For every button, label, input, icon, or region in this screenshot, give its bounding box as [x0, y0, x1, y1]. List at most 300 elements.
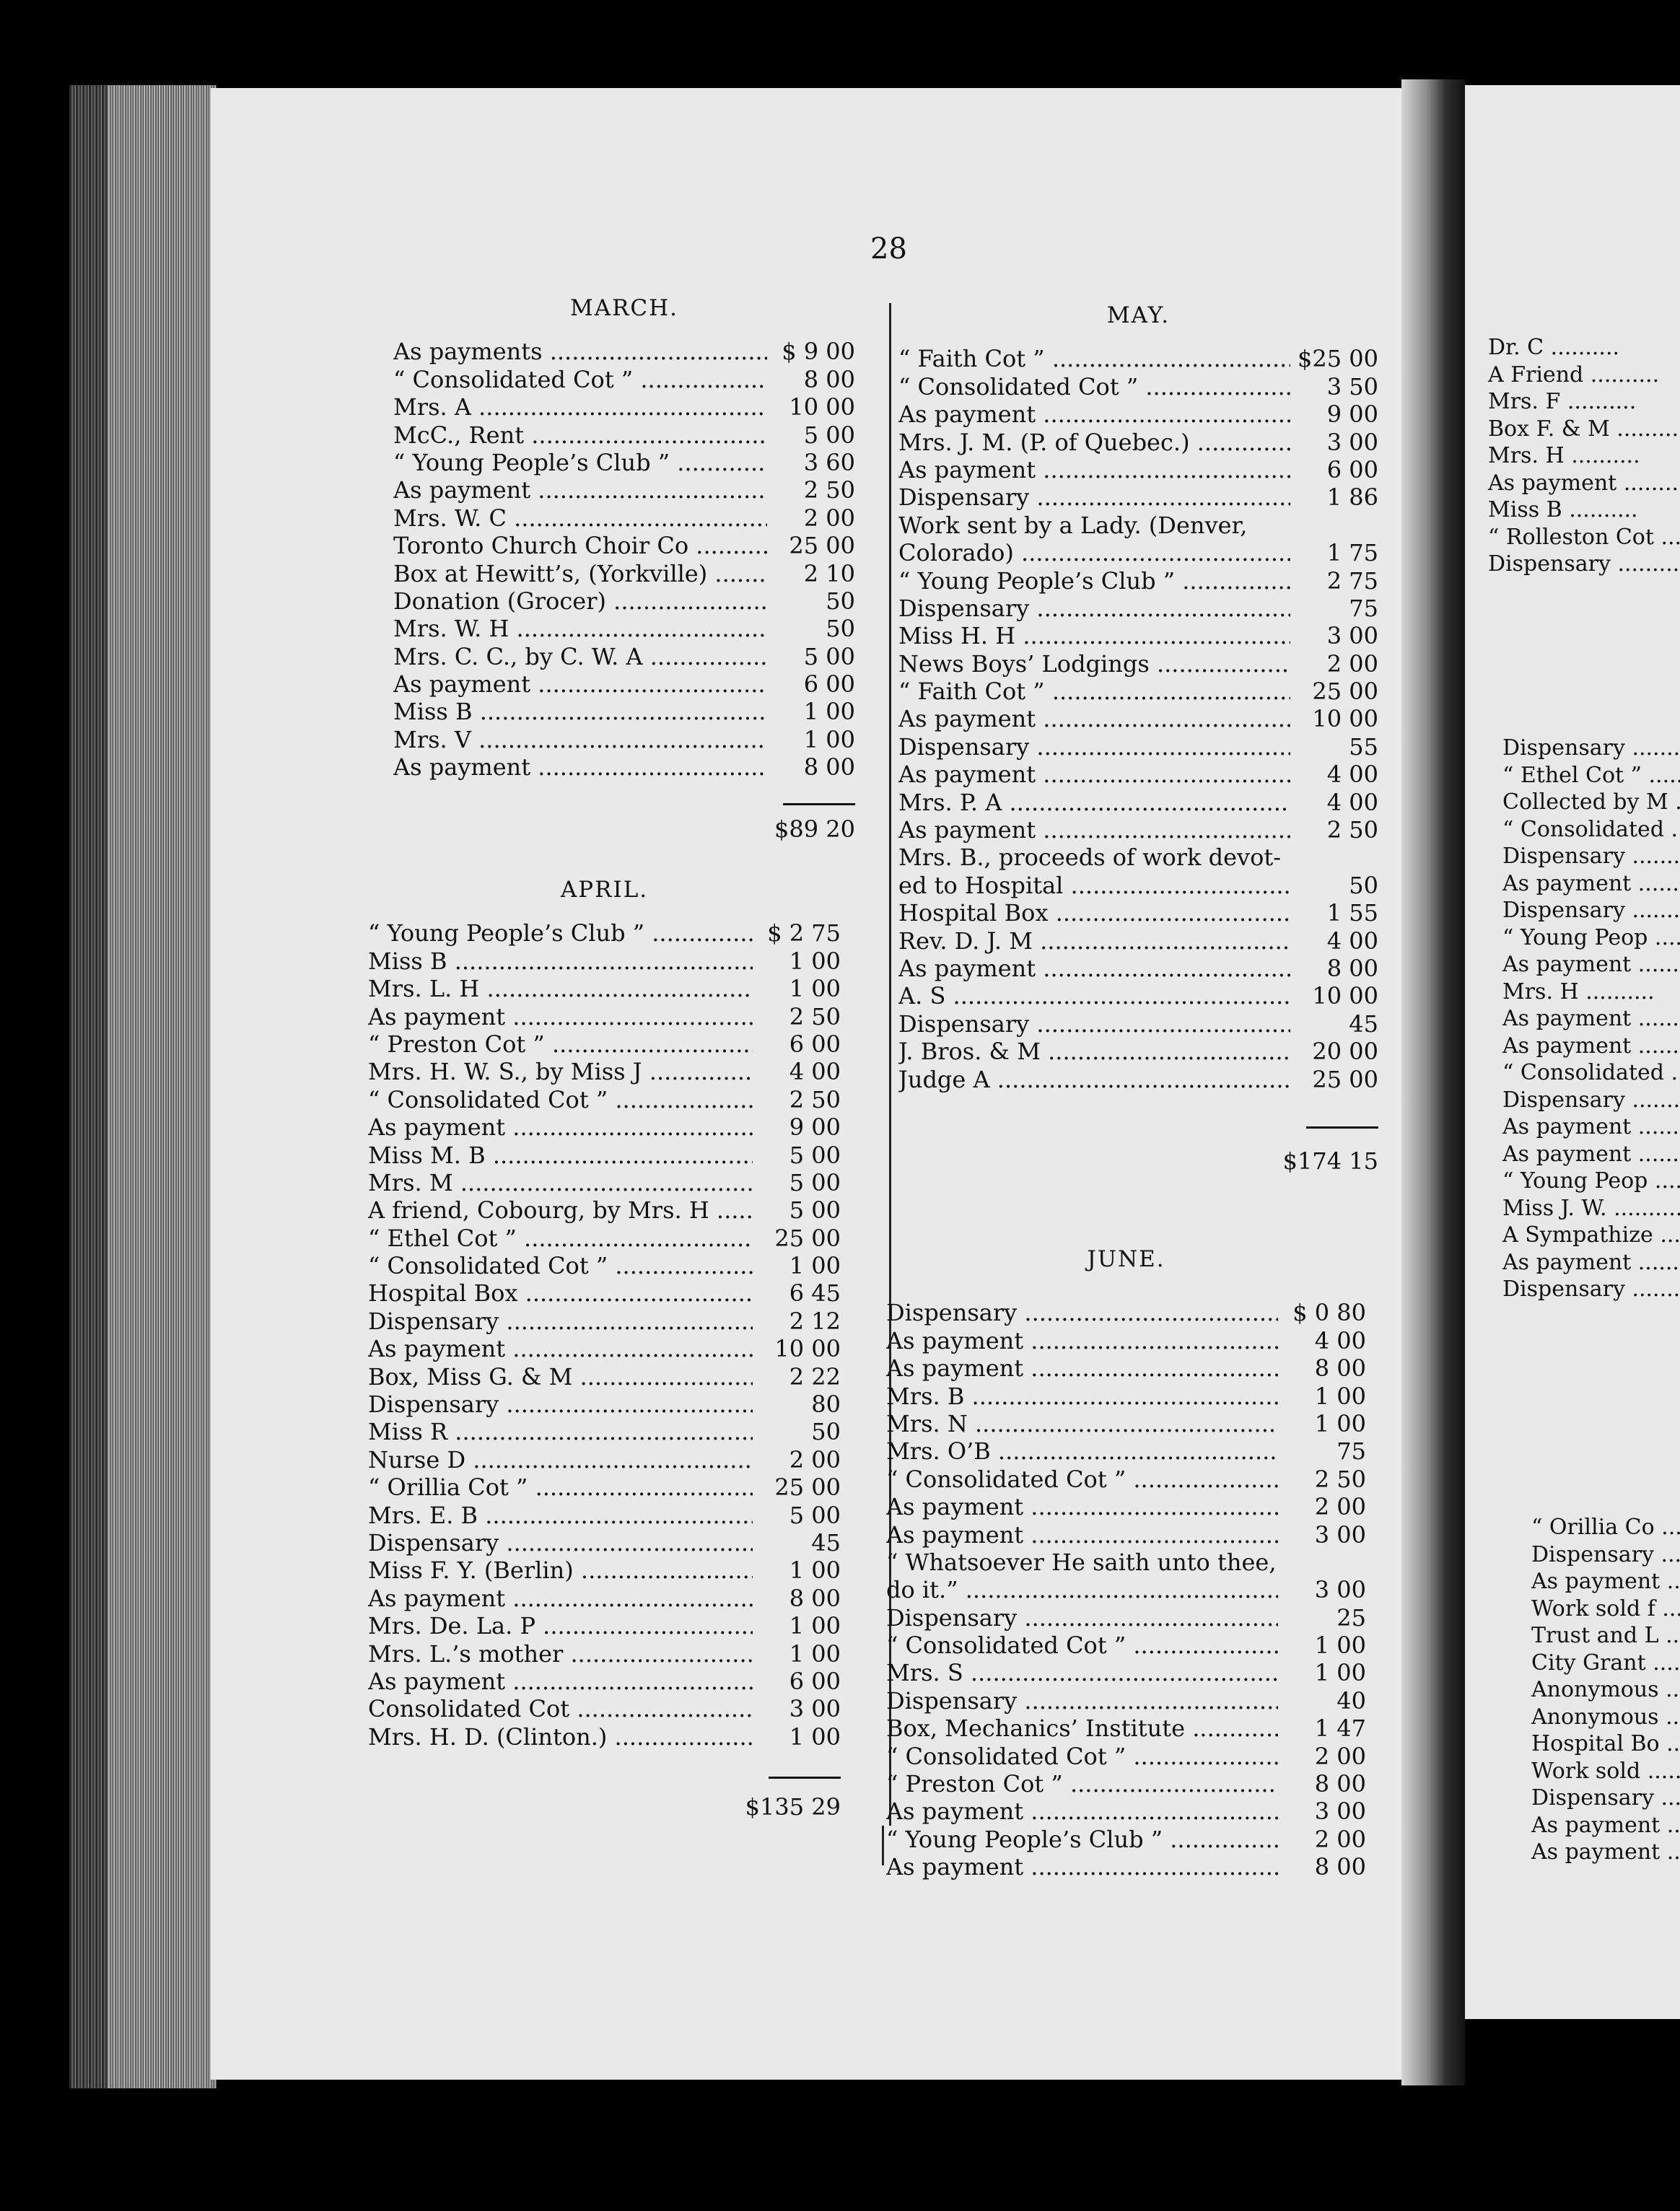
entry-label: Mrs. O’B .....: [886, 1437, 1278, 1465]
april-entry-row: [368, 1058, 841, 1085]
entry-amount: 40: [1336, 1686, 1366, 1715]
march-entry-row: [393, 421, 855, 449]
june-entry-row: [886, 1715, 1366, 1742]
may-entry-row: [898, 373, 1378, 400]
april-entry-row: [368, 1363, 841, 1391]
entry-amount: 6 00: [789, 1030, 841, 1058]
facing-page-entry: As payment .....: [1502, 1033, 1680, 1060]
entry-amount: 1 00: [789, 1557, 841, 1585]
entry-amount: 3 00: [1314, 1576, 1366, 1604]
may-total: $174 15: [1282, 1147, 1378, 1175]
entry-label: Rev. D. J. M .....: [898, 927, 1290, 955]
entry-amount: 75: [1349, 594, 1378, 622]
entry-label: As payment .....: [886, 1853, 1278, 1881]
entry-amount: $ 0 80: [1292, 1299, 1366, 1327]
entry-amount: 2 00: [1314, 1825, 1366, 1853]
entry-amount: 2 50: [789, 1002, 841, 1030]
april-entry-row: [368, 1252, 841, 1279]
entry-label: As payment .....: [368, 1668, 753, 1695]
entry-amount: $ 2 75: [767, 919, 841, 947]
facing-page-entry: As payment .....: [1502, 1141, 1680, 1168]
entry-label: Mrs. W. H .....: [393, 615, 767, 642]
facing-page-entry: Dispensary .....: [1488, 551, 1680, 578]
facing-page-entry: “ Ethel Cot ” .....: [1502, 762, 1680, 789]
april-entry-row: [368, 1446, 841, 1474]
entry-label: Mrs. H. D. (Clinton.) .....: [368, 1723, 753, 1751]
entry-amount: 4 00: [1314, 1326, 1366, 1354]
march-entry-row: [393, 366, 855, 393]
may-entry-row: [898, 733, 1378, 761]
entry-label: “ Ethel Cot ” .....: [368, 1225, 753, 1252]
april-entry-row: [368, 1502, 841, 1529]
entry-label: Dispensary .....: [898, 1010, 1290, 1038]
entry-amount: 8 00: [1314, 1354, 1366, 1383]
entry-label: “ Faith Cot ” .....: [898, 345, 1290, 372]
entry-amount: 1 00: [789, 975, 841, 1003]
entry-amount: 3 00: [789, 1695, 841, 1723]
june-entry-row: [886, 1659, 1366, 1686]
entry-amount: 8 00: [803, 753, 855, 781]
may-entry-row: [898, 1010, 1378, 1038]
entry-amount: 25: [1336, 1603, 1366, 1632]
facing-page-entry: Mrs. H .....: [1502, 978, 1680, 1006]
march-entry-row: [393, 338, 855, 365]
facing-page-entry: Miss B .....: [1488, 496, 1680, 524]
june-entry-row: [886, 1743, 1366, 1770]
facing-page-entry: Dispensary .....: [1531, 1541, 1680, 1569]
entry-label: Mrs. J. M. (P. of Quebec.) .....: [898, 429, 1290, 456]
entry-amount: 3 00: [1314, 1520, 1366, 1549]
facing-page-entry: “ Consolidated .....: [1502, 816, 1680, 844]
entry-label: Hospital Box .....: [898, 899, 1290, 927]
entry-amount: 5 00: [789, 1168, 841, 1196]
facing-page-entry: As payment .....: [1531, 1568, 1680, 1595]
march-entry-row: [393, 449, 855, 476]
entry-label: Miss H. H .....: [898, 622, 1290, 649]
march-total: $89 20: [774, 815, 855, 843]
entry-label: Colorado) .....: [898, 539, 1290, 566]
entry-amount: [1290, 512, 1378, 539]
entry-amount: 10 00: [774, 1335, 841, 1363]
entry-label: “ Young People’s Club ” .....: [368, 919, 753, 947]
entry-amount: 2 00: [803, 504, 855, 532]
april-heading: APRIL.: [560, 877, 649, 903]
facing-page-entry: Work sold .....: [1531, 1758, 1680, 1785]
entry-label: Dispensary .....: [368, 1391, 753, 1418]
entry-label: As payment .....: [898, 816, 1290, 844]
entry-label: As payment .....: [898, 705, 1290, 732]
entry-label: Mrs. V .....: [393, 726, 767, 753]
facing-page-entry: As payment .....: [1488, 470, 1680, 497]
may-entry-row: [898, 595, 1378, 622]
april-entry-row: [368, 1557, 841, 1584]
entry-label: Dispensary .....: [886, 1604, 1278, 1632]
april-total: $135 29: [745, 1793, 841, 1821]
entry-amount: 2 75: [1326, 566, 1378, 595]
entry-amount: 2 50: [789, 1085, 841, 1113]
entry-label: Toronto Church Choir Co .....: [393, 532, 767, 559]
entry-label: A friend, Cobourg, by Mrs. H .....: [368, 1196, 753, 1224]
may-total-rule: [1306, 1126, 1378, 1129]
facing-page-entry: Miss J. W. .....: [1502, 1195, 1680, 1222]
entry-label: Mrs. C. C., by C. W. A .....: [393, 643, 767, 670]
may-entry-row: [898, 345, 1378, 372]
march-entry-row: [393, 615, 855, 642]
entry-label: Miss R .....: [368, 1418, 753, 1445]
entry-label: Dispensary .....: [886, 1299, 1278, 1326]
entry-amount: 55: [1349, 732, 1378, 761]
facing-page-entry: A Friend .....: [1488, 362, 1680, 389]
entry-amount: 1 00: [1314, 1382, 1366, 1410]
entry-label: “ Consolidated Cot ” .....: [886, 1466, 1278, 1493]
april-rows: [368, 919, 841, 1751]
entry-amount: 2 50: [1326, 816, 1378, 844]
may-entry-row: [898, 844, 1378, 871]
entry-label: As payment .....: [898, 456, 1290, 483]
entry-amount: 2 00: [1314, 1493, 1366, 1521]
entry-amount: 8 00: [803, 365, 855, 393]
entry-label: Mrs. H. W. S., by Miss J .....: [368, 1058, 753, 1085]
facing-page-entry: Collected by M .....: [1502, 789, 1680, 816]
entry-amount: 4 00: [789, 1058, 841, 1086]
entry-label: “ Young People’s Club ” .....: [393, 449, 767, 476]
april-entry-row: [368, 1003, 841, 1030]
entry-amount: 1 00: [789, 1639, 841, 1668]
june-entry-row: [886, 1632, 1366, 1659]
entry-amount: 8 00: [789, 1584, 841, 1612]
facing-page-entry: Mrs. F .....: [1488, 388, 1680, 416]
june-entry-row: [886, 1493, 1366, 1520]
entry-label: “ Consolidated Cot ” .....: [368, 1086, 753, 1113]
entry-label: Miss F. Y. (Berlin) .....: [368, 1557, 753, 1584]
entry-amount: 45: [1349, 1010, 1378, 1038]
entry-amount: 1 00: [803, 698, 855, 726]
facing-page-entry: “ Orillia Co .....: [1531, 1514, 1680, 1541]
april-entry-row: [368, 1169, 841, 1196]
entry-amount: 20 00: [1312, 1038, 1378, 1066]
june-entry-row: [886, 1299, 1366, 1326]
entry-label: Mrs. W. C .....: [393, 504, 767, 532]
march-entry-row: [393, 393, 855, 421]
facing-page-entry: Dispensary .....: [1502, 897, 1680, 924]
facing-page-entry: City Grant .....: [1531, 1650, 1680, 1677]
entry-amount: 5 00: [789, 1196, 841, 1225]
entry-label: As payment .....: [393, 670, 767, 698]
june-entry-row: [886, 1437, 1366, 1465]
entry-label: “ Consolidated Cot ” .....: [886, 1743, 1278, 1770]
facing-page-entry: Dispensary .....: [1502, 1276, 1680, 1303]
march-entry-row: [393, 476, 855, 504]
entry-label: Dispensary .....: [368, 1308, 753, 1335]
april-entry-row: [368, 1279, 841, 1307]
entry-label: Mrs. A .....: [393, 393, 767, 421]
entry-label: News Boys’ Lodgings .....: [898, 650, 1290, 678]
facing-page-entry: As payment .....: [1502, 870, 1680, 898]
entry-amount: 2 12: [789, 1307, 841, 1335]
june-entry-row: [886, 1410, 1366, 1437]
entry-amount: 2 50: [1314, 1465, 1366, 1493]
entry-amount: 9 00: [789, 1113, 841, 1142]
entry-amount: 5 00: [803, 421, 855, 449]
entry-label: Mrs. M .....: [368, 1169, 753, 1196]
facing-page-entry: As payment .....: [1502, 1249, 1680, 1277]
april-entry-row: [368, 947, 841, 975]
entry-label: Box at Hewitt’s, (Yorkville) .....: [393, 560, 767, 587]
facing-page-entry: Hospital Bo .....: [1531, 1730, 1680, 1758]
entry-label: As payment .....: [368, 1335, 753, 1362]
entry-amount: 1 00: [789, 1252, 841, 1280]
entry-amount: 2 10: [803, 559, 855, 587]
april-total-rule: [769, 1777, 841, 1779]
entry-amount: 3 00: [1314, 1798, 1366, 1826]
entry-amount: 1 00: [1314, 1659, 1366, 1687]
march-entry-row: [393, 532, 855, 559]
march-entry-row: [393, 504, 855, 532]
april-section: [368, 876, 841, 1822]
facing-page-entry: Dr. C .....: [1488, 334, 1680, 362]
june-entry-row: [886, 1327, 1366, 1354]
april-entry-row: [368, 1086, 841, 1113]
entry-label: As payment .....: [886, 1354, 1278, 1382]
entry-label: Mrs. E. B .....: [368, 1502, 753, 1529]
facing-page-entry: Anonymous .....: [1531, 1676, 1680, 1704]
april-entry-row: [368, 1142, 841, 1169]
entry-amount: $ 9 00: [782, 338, 855, 366]
facing-page-entry: “ Young Peop .....: [1502, 1168, 1680, 1195]
entry-amount: 25 00: [774, 1224, 841, 1252]
may-heading: MAY.: [1106, 302, 1171, 328]
entry-amount: 1 00: [1314, 1632, 1366, 1660]
entry-amount: 4 00: [1326, 788, 1378, 816]
april-entry-row: [368, 1113, 841, 1141]
entry-amount: 6 00: [803, 670, 855, 699]
entry-label: Judge A .....: [898, 1066, 1290, 1093]
entry-amount: 6 45: [789, 1279, 841, 1308]
april-entry-row: [368, 1225, 841, 1252]
facing-page-entry: Anonymous .....: [1531, 1704, 1680, 1731]
entry-label: “ Consolidated Cot ” .....: [898, 373, 1290, 400]
facing-page-entry: Mrs. H .....: [1488, 442, 1680, 470]
may-entry-row: [898, 567, 1378, 595]
entry-amount: 2 22: [789, 1362, 841, 1391]
june-entry-row: [886, 1576, 1366, 1603]
entry-label: Mrs. De. La. P .....: [368, 1612, 753, 1639]
entry-label: Box, Mechanics’ Institute .....: [886, 1715, 1278, 1742]
entry-amount: 4 00: [1326, 927, 1378, 955]
may-entry-row: [898, 982, 1378, 1010]
march-entry-row: [393, 643, 855, 670]
entry-label: As payment .....: [886, 1798, 1278, 1825]
entry-label: Mrs. B., proceeds of work devot-: [898, 844, 1282, 872]
entry-label: Miss B .....: [393, 698, 767, 725]
april-entry-row: [368, 1612, 841, 1639]
entry-label: Mrs. S .....: [886, 1659, 1278, 1686]
june-entry-row: [886, 1354, 1366, 1382]
entry-label: “ Preston Cot ” .....: [368, 1030, 753, 1058]
entry-label: Donation (Grocer) .....: [393, 587, 767, 615]
june-entry-row: [886, 1770, 1366, 1798]
march-entry-row: [393, 560, 855, 587]
entry-label: As payment .....: [898, 400, 1290, 428]
april-entry-row: [368, 1668, 841, 1695]
entry-amount: 1 55: [1326, 899, 1378, 927]
may-entry-row: [898, 429, 1378, 456]
entry-label: Mrs. N .....: [886, 1410, 1278, 1437]
entry-amount: 1 47: [1314, 1715, 1366, 1743]
facing-page-entry: “ Rolleston Cot .....: [1488, 524, 1680, 551]
entry-label: “ Faith Cot ” .....: [898, 678, 1290, 705]
march-entry-row: [393, 698, 855, 725]
facing-page-block-3: [1531, 1514, 1680, 1866]
may-entry-row: [898, 400, 1378, 428]
entry-amount: 5 00: [789, 1501, 841, 1529]
may-entry-row: [898, 705, 1378, 732]
entry-label: Mrs. L.’s mother .....: [368, 1640, 753, 1668]
entry-amount: 1 00: [789, 947, 841, 975]
entry-label: Dispensary .....: [898, 483, 1290, 511]
entry-label: Dispensary .....: [368, 1529, 753, 1557]
entry-label: As payment .....: [393, 476, 767, 504]
entry-amount: 25 00: [774, 1474, 841, 1502]
entry-label: Miss M. B .....: [368, 1142, 753, 1169]
entry-amount: 50: [826, 587, 855, 615]
entry-amount: 6 00: [1326, 455, 1378, 483]
entry-label: A. S .....: [898, 982, 1290, 1010]
march-heading: MARCH.: [569, 295, 679, 321]
march-entry-row: [393, 670, 855, 698]
facing-page-entry: As payment .....: [1531, 1812, 1680, 1839]
facing-page-entry: A Sympathize .....: [1502, 1222, 1680, 1249]
entry-label: Hospital Box .....: [368, 1279, 753, 1307]
entry-amount: 4 00: [1326, 761, 1378, 789]
facing-page-entry: Dispensary .....: [1502, 1087, 1680, 1114]
april-entry-row: [368, 1335, 841, 1362]
entry-label: McC., Rent .....: [393, 421, 767, 449]
facing-page-entry: “ Young Peop .....: [1502, 924, 1680, 952]
entry-label: As payment .....: [898, 955, 1290, 982]
entry-label: Box, Miss G. & M .....: [368, 1363, 753, 1391]
entry-label: “ Preston Cot ” .....: [886, 1770, 1278, 1798]
entry-amount: 1 00: [789, 1612, 841, 1640]
may-entry-row: [898, 761, 1378, 788]
may-entry-row: [898, 483, 1378, 511]
may-entry-row: [898, 622, 1378, 649]
entry-amount: 45: [811, 1529, 841, 1557]
may-entry-row: [898, 539, 1378, 566]
june-entry-row: [886, 1383, 1366, 1410]
entry-label: Dispensary .....: [886, 1687, 1278, 1715]
facing-page: [1465, 85, 1680, 2019]
april-entry-row: [368, 1723, 841, 1751]
may-entry-row: [898, 678, 1378, 705]
may-entry-row: [898, 789, 1378, 816]
entry-amount: 2 00: [789, 1445, 841, 1474]
entry-label: Dispensary .....: [898, 595, 1290, 622]
entry-amount: 25 00: [1312, 1065, 1378, 1093]
facing-page-entry: As payment .....: [1502, 951, 1680, 978]
entry-amount: 1 86: [1326, 483, 1378, 512]
book-page-edges-inner: [108, 85, 216, 2088]
facing-page-entry: Trust and L .....: [1531, 1622, 1680, 1650]
entry-amount: 80: [811, 1391, 841, 1419]
entry-label: As payment .....: [886, 1521, 1278, 1549]
entry-label: Mrs. B .....: [886, 1383, 1278, 1410]
entry-amount: 3 00: [1326, 622, 1378, 650]
entry-label: J. Bros. & M .....: [898, 1038, 1290, 1065]
facing-page-entry: As payment .....: [1502, 1005, 1680, 1033]
entry-label: Mrs. P. A .....: [898, 789, 1290, 816]
april-entry-row: [368, 1640, 841, 1668]
may-section: [898, 302, 1378, 1176]
entry-label: As payment .....: [898, 761, 1290, 788]
entry-amount: 1 00: [803, 725, 855, 753]
april-entry-row: [368, 1030, 841, 1058]
column-divider-bottom: [882, 1826, 884, 1865]
june-rows: [886, 1299, 1366, 1881]
facing-page-block-1: [1488, 334, 1680, 578]
may-entry-row: [898, 650, 1378, 678]
entry-label: As payment .....: [368, 1003, 753, 1030]
may-entry-row: [898, 512, 1378, 539]
page-number: 28: [870, 232, 907, 266]
march-entry-row: [393, 726, 855, 753]
june-entry-row: [886, 1826, 1366, 1853]
may-entry-row: [898, 456, 1378, 483]
june-entry-row: [886, 1604, 1366, 1632]
facing-page-entry: Box F. & M .....: [1488, 416, 1680, 443]
entry-label: “ Consolidated Cot ” .....: [368, 1252, 753, 1279]
april-entry-row: [368, 919, 841, 947]
entry-amount: 2 00: [1326, 649, 1378, 678]
june-entry-row: [886, 1549, 1366, 1576]
entry-label: “ Consolidated Cot ” .....: [393, 366, 767, 393]
april-entry-row: [368, 1474, 841, 1501]
march-section: [393, 294, 855, 844]
entry-label: do it.” .....: [886, 1576, 1278, 1603]
june-entry-row: [886, 1521, 1366, 1549]
march-entry-row: [393, 753, 855, 781]
entry-amount: 25 00: [789, 532, 855, 560]
entry-label: Work sent by a Lady. (Denver,: [898, 511, 1248, 539]
june-section: [886, 1245, 1366, 1881]
april-entry-row: [368, 1695, 841, 1722]
entry-label: Consolidated Cot .....: [368, 1695, 753, 1722]
entry-amount: 1 00: [789, 1722, 841, 1751]
facing-page-entry: Work sold f .....: [1531, 1595, 1680, 1623]
entry-amount: 3 00: [1326, 428, 1378, 456]
entry-label: “ Consolidated Cot ” .....: [886, 1632, 1278, 1659]
entry-label: “ Orillia Cot ” .....: [368, 1474, 753, 1501]
entry-label: Miss B .....: [368, 947, 753, 975]
facing-page-entry: As payment .....: [1502, 1113, 1680, 1141]
book-gutter: [1401, 79, 1465, 2085]
entry-amount: 75: [1336, 1437, 1366, 1466]
entry-amount: 10 00: [1312, 982, 1378, 1010]
entry-amount: 6 00: [789, 1667, 841, 1695]
may-entry-row: [898, 872, 1378, 899]
facing-page-entry: Dispensary .....: [1531, 1785, 1680, 1812]
entry-amount: 50: [826, 615, 855, 643]
entry-amount: 1 00: [1314, 1409, 1366, 1437]
facing-page-entry: Dispensary .....: [1502, 735, 1680, 762]
may-entry-row: [898, 927, 1378, 955]
may-entry-row: [898, 899, 1378, 927]
entry-amount: 8 00: [1326, 955, 1378, 982]
april-entry-row: [368, 1585, 841, 1612]
entry-amount: 2 00: [1314, 1742, 1366, 1770]
may-entry-row: [898, 816, 1378, 844]
entry-amount: 8 00: [1314, 1853, 1366, 1881]
